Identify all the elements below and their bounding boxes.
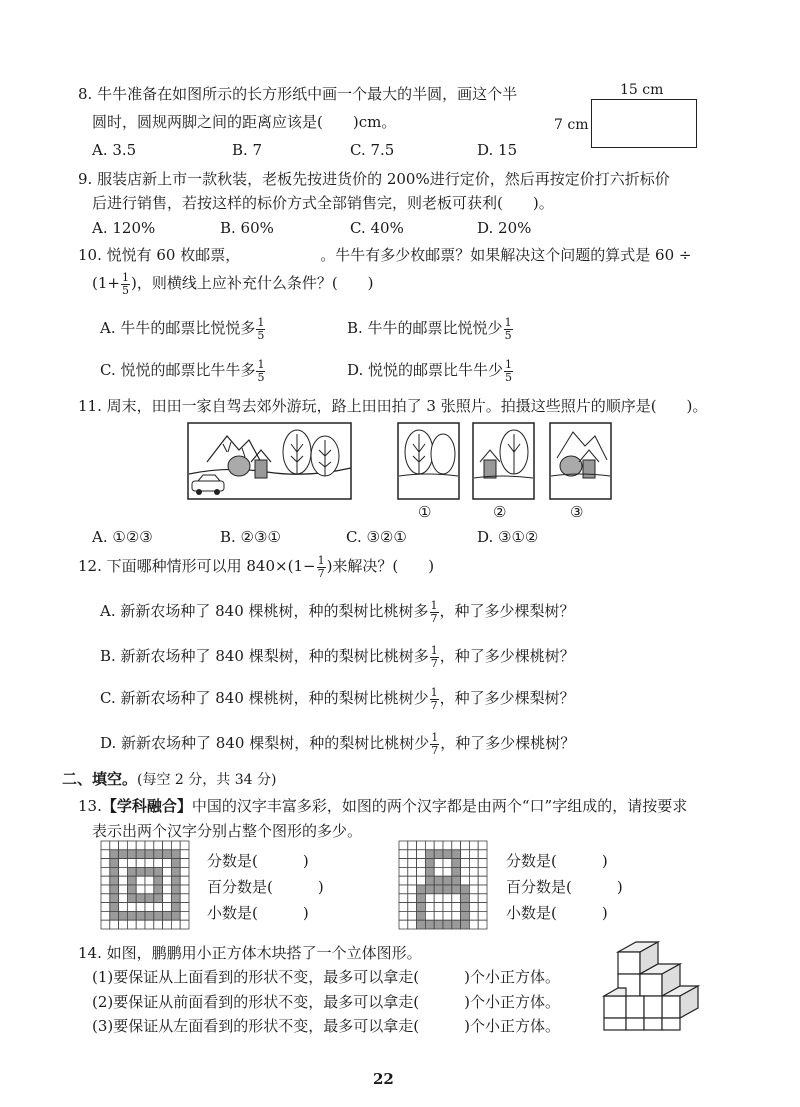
grid-cell xyxy=(425,894,434,903)
grid-cell xyxy=(417,850,426,859)
q12-option-c: C. 新新农场种了 840 棵桃树，种的梨树比桃树少 $\frac{1}{7}$ ，种了多少棵梨树？ xyxy=(100,686,575,712)
grid-cell xyxy=(154,894,163,903)
q13-line1: 13.【学科融合】中国的汉字丰富多彩，如图的两个汉字都是由两个“口”字组成的，请按要求 xyxy=(78,797,688,815)
grid-cell xyxy=(434,876,443,885)
grid-cell xyxy=(408,841,417,850)
grid-cell xyxy=(461,876,470,885)
grid-cell xyxy=(408,894,417,903)
grid-cell xyxy=(408,867,417,876)
grid-cell xyxy=(452,841,461,850)
q9-line1: 9. 服装店新上市一款秋装，老板先按进货价的 200%进行定价，然后再按定价打六折标价 xyxy=(78,170,670,188)
grid-cell xyxy=(461,867,470,876)
grid-cell xyxy=(461,859,470,868)
grid-cell xyxy=(171,867,180,876)
grid-cell xyxy=(163,920,172,929)
grid-cell xyxy=(154,841,163,850)
grid-cell xyxy=(399,920,408,929)
q8-option-c: C. 7.5 xyxy=(350,141,395,159)
grid-cell xyxy=(145,911,154,920)
q14-item-1: (1)要保证从上面看到的形状不变，最多可以拿走( )个小正方体。 xyxy=(92,968,560,986)
grid-cell xyxy=(145,841,154,850)
q12-option-b: B. 新新农场种了 840 棵梨树，种的梨树比桃树多 $\frac{1}{7}$ ，种了多少棵桃树？ xyxy=(100,644,575,670)
grid-cell xyxy=(127,841,136,850)
grid-cell xyxy=(101,859,110,868)
grid-cell xyxy=(425,867,434,876)
grid-cell xyxy=(461,903,470,912)
photo-2 xyxy=(472,422,535,500)
grid-cell xyxy=(119,876,128,885)
q13-line2: 表示出两个汉字分别占整个图形的多少。 xyxy=(92,822,363,840)
grid-cell xyxy=(127,885,136,894)
grid-cell xyxy=(119,894,128,903)
q8-option-a: A. 3.5 xyxy=(92,141,137,159)
grid-cell xyxy=(110,903,119,912)
grid-cell xyxy=(469,859,478,868)
grid-cell xyxy=(101,885,110,894)
grid-cell xyxy=(443,885,452,894)
q10-line1-a: 10. 悦悦有 60 枚邮票， xyxy=(78,246,241,264)
q10-line2-a: (1+ xyxy=(92,274,120,293)
photo-label-2: ② xyxy=(493,503,507,521)
q8-line2: 圆时，圆规两脚之间的距离应该是( )cm。 xyxy=(92,113,397,131)
grid-cell xyxy=(154,859,163,868)
grid-cell xyxy=(110,876,119,885)
grid-cell xyxy=(408,859,417,868)
grid-cell xyxy=(163,876,172,885)
grid-cell xyxy=(417,841,426,850)
photo-label-1: ① xyxy=(418,503,432,521)
grid-cell xyxy=(408,876,417,885)
grid-cell xyxy=(145,867,154,876)
grid-cell xyxy=(119,911,128,920)
grid-cell xyxy=(136,885,145,894)
grid-cell xyxy=(399,841,408,850)
fraction-one-seventh: $\frac{1}{7}$ xyxy=(317,554,325,580)
grid-cell xyxy=(110,867,119,876)
grid-cell xyxy=(399,911,408,920)
grid-cell xyxy=(171,903,180,912)
grid-cell xyxy=(478,876,487,885)
grid-cell xyxy=(119,885,128,894)
grid2-percent-label: 百分数是( ) xyxy=(506,878,623,896)
grid-cell xyxy=(408,911,417,920)
grid-cell xyxy=(171,850,180,859)
grid1-percent-label: 百分数是( ) xyxy=(207,878,324,896)
page-number: 22 xyxy=(373,1070,394,1088)
grid-cell xyxy=(478,859,487,868)
grid-cell xyxy=(101,920,110,929)
grid-cell xyxy=(408,850,417,859)
grid-cell xyxy=(101,876,110,885)
grid-cell xyxy=(180,841,189,850)
grid-cell xyxy=(443,920,452,929)
grid-cell xyxy=(145,876,154,885)
grid-cell xyxy=(443,903,452,912)
q10-line1-b: 。牛牛有多少枚邮票？如果解决这个问题的算式是 60 ÷ xyxy=(320,246,692,264)
grid-cell xyxy=(119,850,128,859)
hui-character-grid xyxy=(100,840,190,930)
grid-cell xyxy=(136,920,145,929)
grid-cell xyxy=(434,920,443,929)
q9-option-b: B. 60% xyxy=(220,219,274,237)
photo-1 xyxy=(397,422,460,500)
grid-cell xyxy=(417,867,426,876)
q10-line2 xyxy=(92,272,374,296)
grid-cell xyxy=(136,876,145,885)
photo-label-3: ③ xyxy=(570,503,584,521)
grid-cell xyxy=(452,850,461,859)
grid-cell xyxy=(180,885,189,894)
grid-cell xyxy=(452,876,461,885)
grid-cell xyxy=(469,885,478,894)
grid-cell xyxy=(145,920,154,929)
grid-cell xyxy=(163,859,172,868)
grid-cell xyxy=(452,894,461,903)
q9-option-c: C. 40% xyxy=(350,219,404,237)
grid-cell xyxy=(434,859,443,868)
q10-line2-b: )，则横线上应补充什么条件？( ) xyxy=(130,274,374,293)
grid-cell xyxy=(434,850,443,859)
grid-cell xyxy=(163,850,172,859)
grid-cell xyxy=(469,841,478,850)
grid-cell xyxy=(180,876,189,885)
grid-cell xyxy=(469,911,478,920)
grid-cell xyxy=(434,885,443,894)
grid-cell xyxy=(443,911,452,920)
grid-cell xyxy=(478,894,487,903)
grid-cell xyxy=(452,867,461,876)
grid-cell xyxy=(154,876,163,885)
grid-cell xyxy=(136,894,145,903)
grid-cell xyxy=(171,859,180,868)
fraction-one-fifth: $\frac{1}{5}$ xyxy=(121,271,129,297)
grid-cell xyxy=(399,867,408,876)
grid-cell xyxy=(127,920,136,929)
grid-cell xyxy=(171,841,180,850)
grid-cell xyxy=(145,850,154,859)
grid-cell xyxy=(119,859,128,868)
grid-cell xyxy=(127,867,136,876)
grid-cell xyxy=(399,876,408,885)
grid-cell xyxy=(154,885,163,894)
landscape-scene xyxy=(187,422,352,500)
grid-cell xyxy=(425,841,434,850)
grid-cell xyxy=(180,850,189,859)
grid-cell xyxy=(163,903,172,912)
grid-cell xyxy=(408,903,417,912)
grid-cell xyxy=(425,850,434,859)
grid-cell xyxy=(469,850,478,859)
grid-cell xyxy=(110,885,119,894)
grid-cell xyxy=(127,903,136,912)
grid-cell xyxy=(101,911,110,920)
grid-cell xyxy=(145,903,154,912)
grid-cell xyxy=(434,841,443,850)
grid-cell xyxy=(136,841,145,850)
grid-cell xyxy=(478,920,487,929)
grid-cell xyxy=(110,859,119,868)
grid-cell xyxy=(469,867,478,876)
grid-cell xyxy=(127,850,136,859)
rectangle-paper xyxy=(591,99,697,148)
grid-cell xyxy=(417,876,426,885)
grid-cell xyxy=(101,841,110,850)
grid-cell xyxy=(163,894,172,903)
grid-cell xyxy=(180,920,189,929)
grid-cell xyxy=(119,867,128,876)
grid-cell xyxy=(443,859,452,868)
grid-cell xyxy=(425,920,434,929)
grid-cell xyxy=(417,859,426,868)
grid-cell xyxy=(452,885,461,894)
grid-cell xyxy=(119,920,128,929)
grid-cell xyxy=(110,841,119,850)
grid-cell xyxy=(163,867,172,876)
grid-cell xyxy=(399,859,408,868)
grid-cell xyxy=(408,920,417,929)
grid-cell xyxy=(180,894,189,903)
grid-cell xyxy=(154,867,163,876)
grid-cell xyxy=(145,859,154,868)
q10-line1 xyxy=(78,246,691,264)
grid-cell xyxy=(443,894,452,903)
q8-option-b: B. 7 xyxy=(232,141,263,159)
grid-cell xyxy=(408,885,417,894)
grid-cell xyxy=(434,903,443,912)
q9-option-d: D. 20% xyxy=(477,219,532,237)
q8-line1: 8. 牛牛准备在如图所示的长方形纸中画一个最大的半圆，画这个半 xyxy=(78,85,518,103)
grid-cell xyxy=(425,876,434,885)
grid-cell xyxy=(136,903,145,912)
q8-option-d: D. 15 xyxy=(477,141,518,159)
grid-cell xyxy=(119,841,128,850)
grid-cell xyxy=(469,876,478,885)
grid-cell xyxy=(434,911,443,920)
grid-cell xyxy=(101,903,110,912)
grid-cell xyxy=(469,903,478,912)
grid-cell xyxy=(469,920,478,929)
grid-cell xyxy=(399,894,408,903)
grid-cell xyxy=(452,911,461,920)
grid-cell xyxy=(127,859,136,868)
subject-tag: 【学科融合】 xyxy=(101,797,192,815)
grid-cell xyxy=(101,850,110,859)
grid1-decimal-label: 小数是( ) xyxy=(207,904,309,922)
grid-cell xyxy=(443,841,452,850)
grid-cell xyxy=(461,894,470,903)
grid-cell xyxy=(417,885,426,894)
q11-option-b: B. ②③① xyxy=(220,528,281,546)
grid-cell xyxy=(145,885,154,894)
grid-cell xyxy=(110,911,119,920)
grid-cell xyxy=(171,885,180,894)
grid-cell xyxy=(443,867,452,876)
grid-cell xyxy=(180,859,189,868)
grid-cell xyxy=(417,920,426,929)
grid-cell xyxy=(417,911,426,920)
grid-cell xyxy=(452,903,461,912)
grid-cell xyxy=(469,894,478,903)
q10-option-a: A. 牛牛的邮票比悦悦多 $\frac{1}{5}$ xyxy=(100,316,265,342)
grid1-fraction-label: 分数是( ) xyxy=(207,852,309,870)
grid-cell xyxy=(110,850,119,859)
grid2-decimal-label: 小数是( ) xyxy=(506,904,608,922)
grid-cell xyxy=(110,920,119,929)
q12-line1: 12. 下面哪种情形可以用 840×(1− $\frac{1}{7}$ )来解决？( ) xyxy=(78,554,435,580)
grid-cell xyxy=(478,850,487,859)
q14-line1: 14. 如图，鹏鹏用小正方体木块搭了一个立体图形。 xyxy=(78,944,422,962)
grid-cell xyxy=(399,903,408,912)
grid-cell xyxy=(180,911,189,920)
grid-cell xyxy=(452,859,461,868)
q11-option-c: C. ③②① xyxy=(346,528,407,546)
grid-cell xyxy=(417,894,426,903)
grid-cell xyxy=(171,920,180,929)
grid-cell xyxy=(154,911,163,920)
grid-cell xyxy=(452,920,461,929)
grid-cell xyxy=(127,894,136,903)
grid-cell xyxy=(478,903,487,912)
grid-cell xyxy=(478,911,487,920)
grid-cell xyxy=(461,850,470,859)
grid-cell xyxy=(163,911,172,920)
grid-cell xyxy=(434,894,443,903)
q9-line2: 后进行销售，若按这样的标价方式全部销售完，则老板可获利( )。 xyxy=(92,194,554,212)
photo-3 xyxy=(549,422,612,500)
grid-cell xyxy=(171,911,180,920)
q11-line1: 11. 周末，田田一家自驾去郊外游玩，路上田田拍了 3 张照片。拍摄这些照片的顺序是( )。 xyxy=(78,397,708,415)
grid-cell xyxy=(443,876,452,885)
grid2-fraction-label: 分数是( ) xyxy=(506,852,608,870)
grid-cell xyxy=(154,850,163,859)
grid-cell xyxy=(163,841,172,850)
grid-cell xyxy=(145,894,154,903)
grid-cell xyxy=(434,867,443,876)
grid-cell xyxy=(110,894,119,903)
grid-cell xyxy=(136,911,145,920)
grid-cell xyxy=(180,867,189,876)
q10-option-b: B. 牛牛的邮票比悦悦少 $\frac{1}{5}$ xyxy=(347,316,512,342)
grid-cell xyxy=(425,859,434,868)
grid-cell xyxy=(136,850,145,859)
grid-cell xyxy=(399,885,408,894)
grid-cell xyxy=(154,903,163,912)
q12-option-d: D. 新新农场种了 840 棵梨树，种的梨树比桃树少 $\frac{1}{7}$ ，种了多少棵桃树？ xyxy=(100,731,576,757)
grid-cell xyxy=(461,911,470,920)
grid-cell xyxy=(163,885,172,894)
grid-cell xyxy=(478,841,487,850)
grid-cell xyxy=(101,867,110,876)
grid-cell xyxy=(425,885,434,894)
grid-cell xyxy=(154,920,163,929)
cube-structure xyxy=(600,940,700,1032)
q14-item-3: (3)要保证从左面看到的形状不变，最多可以拿走( )个小正方体。 xyxy=(92,1017,560,1035)
grid-cell xyxy=(171,894,180,903)
grid-cell xyxy=(461,885,470,894)
rect-width-label: 15 cm xyxy=(620,82,664,98)
lv-character-grid xyxy=(398,840,488,930)
grid-cell xyxy=(101,894,110,903)
grid-cell xyxy=(417,903,426,912)
q11-option-a: A. ①②③ xyxy=(92,528,153,546)
grid-cell xyxy=(119,903,128,912)
grid-cell xyxy=(399,850,408,859)
q10-option-c: C. 悦悦的邮票比牛牛多 $\frac{1}{5}$ xyxy=(100,358,265,384)
grid-cell xyxy=(443,850,452,859)
q10-option-d: D. 悦悦的邮票比牛牛少 $\frac{1}{5}$ xyxy=(347,358,513,384)
grid-cell xyxy=(425,911,434,920)
grid-cell xyxy=(425,903,434,912)
section-2-heading: 二、填空。(每空 2 分，共 34 分) xyxy=(62,770,277,788)
q9-option-a: A. 120% xyxy=(92,219,156,237)
grid-cell xyxy=(127,876,136,885)
grid-cell xyxy=(461,920,470,929)
grid-cell xyxy=(478,867,487,876)
grid-cell xyxy=(171,876,180,885)
grid-cell xyxy=(478,885,487,894)
q11-option-d: D. ③①② xyxy=(477,528,539,546)
grid-cell xyxy=(180,903,189,912)
q12-option-a: A. 新新农场种了 840 棵桃树，种的梨树比桃树多 $\frac{1}{7}$ ，种了多少棵梨树？ xyxy=(100,599,575,625)
grid-cell xyxy=(136,867,145,876)
grid-cell xyxy=(461,841,470,850)
rect-height-label: 7 cm xyxy=(554,117,589,133)
q14-item-2: (2)要保证从前面看到的形状不变，最多可以拿走( )个小正方体。 xyxy=(92,993,560,1011)
grid-cell xyxy=(127,911,136,920)
grid-cell xyxy=(136,859,145,868)
